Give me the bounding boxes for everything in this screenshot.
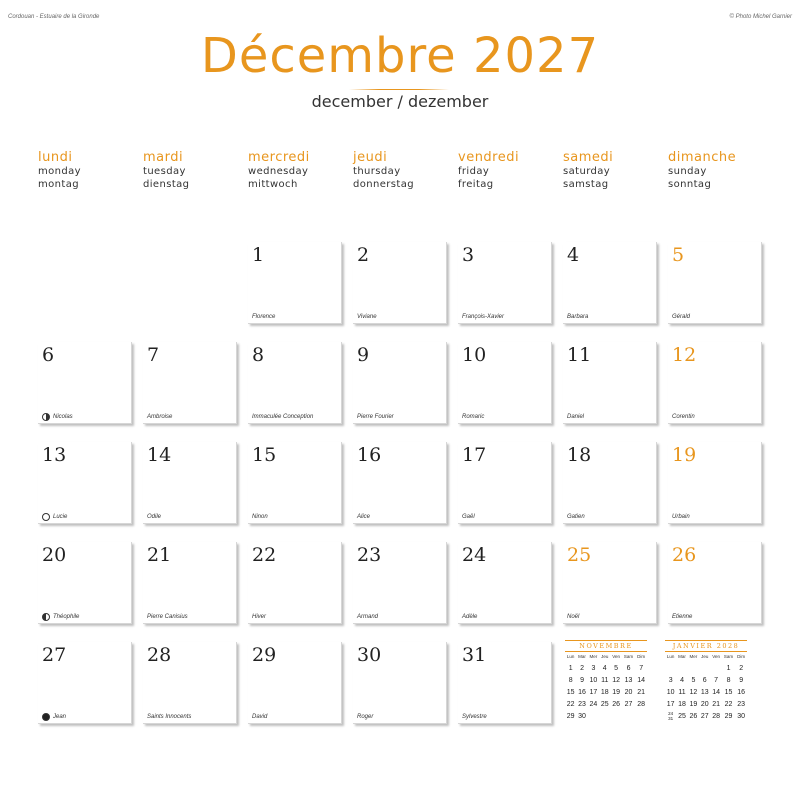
mini-week-row [565,710,647,722]
mini-day: 22 [724,700,733,708]
weekday-fr: dimanche [668,150,737,165]
weekday-header-sunday [668,150,768,191]
mini-day: 10 [589,676,598,684]
saint-name: Etienne [672,614,693,620]
weekday-de: dienstag [143,179,190,190]
day-number: 6 [42,344,55,366]
mini-day: 20 [700,700,709,708]
mini-week-row [565,674,647,686]
mini-day: 28 [637,700,646,708]
mini-day [665,662,676,674]
day-number: 27 [42,644,67,666]
mini-day: 13 [624,676,633,684]
day-cell-10[interactable] [458,342,552,424]
saint-name: Hiver [252,614,267,620]
mini-day: 27 [700,712,709,720]
day-number: 25 [567,544,592,566]
mini-day: 18 [600,688,609,696]
mini-day: 11 [601,676,609,684]
weekday-en: sunday [668,166,707,177]
mini-day: 15 [724,688,733,696]
saint-name: Odile [147,514,162,520]
mini-week-row [665,686,747,698]
photo-caption: Cordouan - Estuaire de la Gironde [8,14,100,20]
empty-cell [38,242,132,324]
mini-day: 30 [578,712,586,720]
saint-name: Adèle [462,614,478,620]
mini-weekday: Lun [566,654,575,659]
mini-weekday: Jeu [701,654,709,659]
mini-week-row [565,662,647,674]
weekday-en: friday [458,166,490,177]
mini-day: 25 [600,700,609,708]
saint-name: Urbain [672,514,690,520]
mini-day-part: 31 [668,716,674,721]
mini-day: 8 [568,676,573,684]
weekday-fr: jeudi [353,150,388,165]
mini-day [610,710,621,722]
day-cell-27[interactable] [38,642,132,724]
day-cell-22[interactable] [248,542,342,624]
day-cell-8[interactable] [248,342,342,424]
day-cell-19[interactable] [668,442,762,524]
mini-day [665,710,676,722]
day-cell-12[interactable] [668,342,762,424]
mini-day-part: 24 [668,711,674,716]
saint-name: Immaculée Conception [252,414,314,420]
mini-day: 18 [678,700,686,708]
mini-day: 6 [626,664,631,672]
day-cell-7[interactable] [143,342,237,424]
saint-name: Gatien [567,514,585,520]
day-number: 8 [252,344,265,366]
weekday-header-saturday [563,150,663,191]
mini-weekday: Dim [637,654,646,659]
day-cell-4[interactable] [563,242,657,324]
day-cell-2[interactable] [353,242,447,324]
weekday-fr: mercredi [248,150,310,165]
day-cell-9[interactable] [353,342,447,424]
weekday-header-tuesday [143,150,243,191]
photo-credit: © Photo Michel Garnier [729,14,792,20]
day-number: 1 [252,244,265,266]
mini-calendar-prev [565,640,647,722]
saint-name: Nicolas [53,414,73,420]
day-cell-20[interactable] [38,542,132,624]
weekday-header-monday [38,150,138,191]
day-number: 13 [42,444,67,466]
mini-week-row [565,698,647,710]
day-number: 12 [672,344,697,366]
mini-weekday: Mer [689,654,698,659]
saint-name: Roger [357,714,374,720]
day-cell-31[interactable] [458,642,552,724]
saint-name: Jean [53,714,67,720]
day-number: 3 [462,244,475,266]
weekday-header-wednesday [248,150,348,191]
weekday-fr: vendredi [458,150,520,165]
weekday-fr: samedi [563,150,614,165]
mini-week-row [665,674,747,686]
mini-day [622,710,636,722]
mini-weekday: Sam [723,654,734,659]
mini-day: 4 [680,676,684,684]
weekday-en: wednesday [248,166,309,177]
weekday-de: freitag [458,179,494,190]
saint-name: Saints Innocents [147,714,192,720]
mini-day: 17 [666,700,675,708]
weekday-fr: lundi [38,150,73,165]
mini-day: 16 [578,688,586,696]
day-cell-6[interactable] [38,342,132,424]
mini-day: 25 [678,712,686,720]
day-number: 17 [462,444,487,466]
saint-name: Alice [357,514,371,520]
moon-phase-full-icon [42,513,50,521]
mini-day: 4 [602,664,607,672]
weekday-en: thursday [353,166,401,177]
mini-day: 7 [639,664,644,672]
saint-name: Gaël [462,514,475,520]
mini-day: 13 [700,688,709,696]
mini-day: 19 [612,688,621,696]
mini-day: 12 [689,688,698,696]
weekday-de: montag [38,179,79,190]
day-number: 29 [252,644,277,666]
mini-calendar-title: JANVIER 2028 [665,640,747,652]
weekday-en: saturday [563,166,611,177]
day-cell-3[interactable] [458,242,552,324]
day-cell-24[interactable] [458,542,552,624]
day-cell-21[interactable] [143,542,237,624]
mini-day [588,710,599,722]
day-cell-25[interactable] [563,542,657,624]
mini-day: 12 [612,676,621,684]
mini-day: 23 [578,700,586,708]
moon-phase-first-icon [42,413,50,421]
mini-day: 29 [724,712,733,720]
day-number: 15 [252,444,277,466]
mini-day: 22 [566,700,575,708]
moon-phase-last-icon [42,613,50,621]
day-number: 19 [672,444,697,466]
saint-name: Théophile [53,614,80,620]
mini-day: 17 [589,688,598,696]
day-number: 20 [42,544,67,566]
mini-day: 9 [739,676,744,684]
mini-weekday: Sam [623,654,634,659]
day-number: 31 [462,644,487,666]
empty-cell [143,242,237,324]
mini-weekday: Mer [589,654,598,659]
mini-day: 8 [726,676,731,684]
page-subtitle: december / dezember [311,92,489,111]
day-number: 4 [567,244,580,266]
day-number: 18 [567,444,592,466]
mini-day: 15 [566,688,575,696]
mini-day: 27 [624,700,633,708]
mini-day: 14 [637,676,646,684]
mini-weekday: Mar [578,654,586,659]
saint-name: Daniel [567,414,585,420]
day-number: 24 [462,544,487,566]
mini-day: 2 [580,664,584,672]
mini-week-row [665,710,747,722]
mini-day: 9 [580,676,584,684]
saint-name: Ninon [252,514,268,520]
weekday-header-friday [458,150,558,191]
day-cell-14[interactable] [143,442,237,524]
weekday-en: tuesday [143,166,186,177]
mini-day: 11 [678,688,686,696]
mini-day: 20 [624,688,633,696]
mini-day [676,662,687,674]
day-cell-16[interactable] [353,442,447,524]
day-number: 28 [147,644,172,666]
day-number: 9 [357,344,370,366]
saint-name: Barbara [567,314,589,320]
mini-day: 5 [691,676,696,684]
mini-day: 1 [726,664,731,672]
page-title: Décembre 2027 [200,28,600,84]
saint-name: Ambroise [147,414,173,420]
day-number: 5 [672,244,685,266]
weekday-fr: mardi [143,150,184,165]
day-number: 22 [252,544,277,566]
mini-calendar-table [665,654,747,722]
mini-day: 28 [712,712,721,720]
mini-day: 3 [591,664,596,672]
saint-name: David [252,714,268,720]
day-number: 2 [357,244,370,266]
mini-week-row [665,698,747,710]
mini-day: 26 [612,700,621,708]
saint-name: Sylvestre [462,714,487,720]
day-cell-17[interactable] [458,442,552,524]
day-cell-23[interactable] [353,542,447,624]
mini-week-row [565,686,647,698]
mini-day: 21 [712,700,721,708]
day-number: 16 [357,444,382,466]
mini-day [688,662,699,674]
day-number: 10 [462,344,487,366]
mini-day: 16 [737,688,746,696]
day-number: 21 [147,544,172,566]
mini-day: 23 [737,700,746,708]
mini-weekday: Mar [678,654,686,659]
saint-name: Noël [567,614,580,620]
day-number: 14 [147,444,172,466]
mini-day [710,662,721,674]
saint-name: Lucie [53,514,68,520]
mini-day: 30 [737,712,746,720]
weekday-header-thursday [353,150,453,191]
saint-name: Armand [357,614,379,620]
weekday-de: donnerstag [353,179,415,190]
mini-day [699,662,710,674]
mini-day: 26 [689,712,698,720]
mini-calendar-table [565,654,647,722]
mini-day: 3 [668,676,673,684]
day-number: 7 [147,344,160,366]
day-cell-30[interactable] [353,642,447,724]
day-cell-26[interactable] [668,542,762,624]
day-cell-5[interactable] [668,242,762,324]
mini-day: 19 [689,700,698,708]
mini-day: 10 [666,688,675,696]
mini-day: 21 [637,688,646,696]
moon-phase-new-icon [42,713,50,721]
mini-day: 14 [712,688,721,696]
mini-day: 7 [714,676,719,684]
mini-day: 24 [589,700,598,708]
saint-name: Pierre Fourier [357,414,394,420]
day-cell-1[interactable] [248,242,342,324]
mini-week-row [665,662,747,674]
title-divider [349,89,449,90]
day-cell-29[interactable] [248,642,342,724]
day-cell-15[interactable] [248,442,342,524]
weekday-de: mittwoch [248,179,298,190]
mini-weekday: Dim [737,654,746,659]
mini-day: 1 [568,664,573,672]
saint-name: Gérald [672,314,691,320]
saint-name: Florence [252,314,276,320]
day-cell-11[interactable] [563,342,657,424]
day-number: 30 [357,644,382,666]
mini-day: 29 [566,712,575,720]
saint-name: Viviane [357,314,377,320]
weekday-de: sonntag [668,179,712,190]
mini-day: 5 [614,664,619,672]
mini-day [599,710,610,722]
day-cell-18[interactable] [563,442,657,524]
day-cell-13[interactable] [38,442,132,524]
mini-weekday: Jeu [601,654,609,659]
mini-weekday: Ven [612,654,620,659]
weekday-en: monday [38,166,81,177]
day-number: 23 [357,544,382,566]
day-cell-28[interactable] [143,642,237,724]
mini-calendar-title: NOVEMBRE [565,640,647,652]
saint-name: Romaric [462,414,485,420]
mini-calendar-next [665,640,747,722]
saint-name: Corentin [672,414,695,420]
weekday-de: samstag [563,179,609,190]
mini-day [635,710,647,722]
day-number: 26 [672,544,697,566]
mini-day: 6 [702,676,707,684]
saint-name: François-Xavier [462,314,505,320]
mini-weekday: Lun [666,654,675,659]
mini-weekday: Ven [712,654,720,659]
saint-name: Pierre Canisius [147,614,188,620]
day-number: 11 [567,344,592,366]
mini-day: 2 [739,664,744,672]
